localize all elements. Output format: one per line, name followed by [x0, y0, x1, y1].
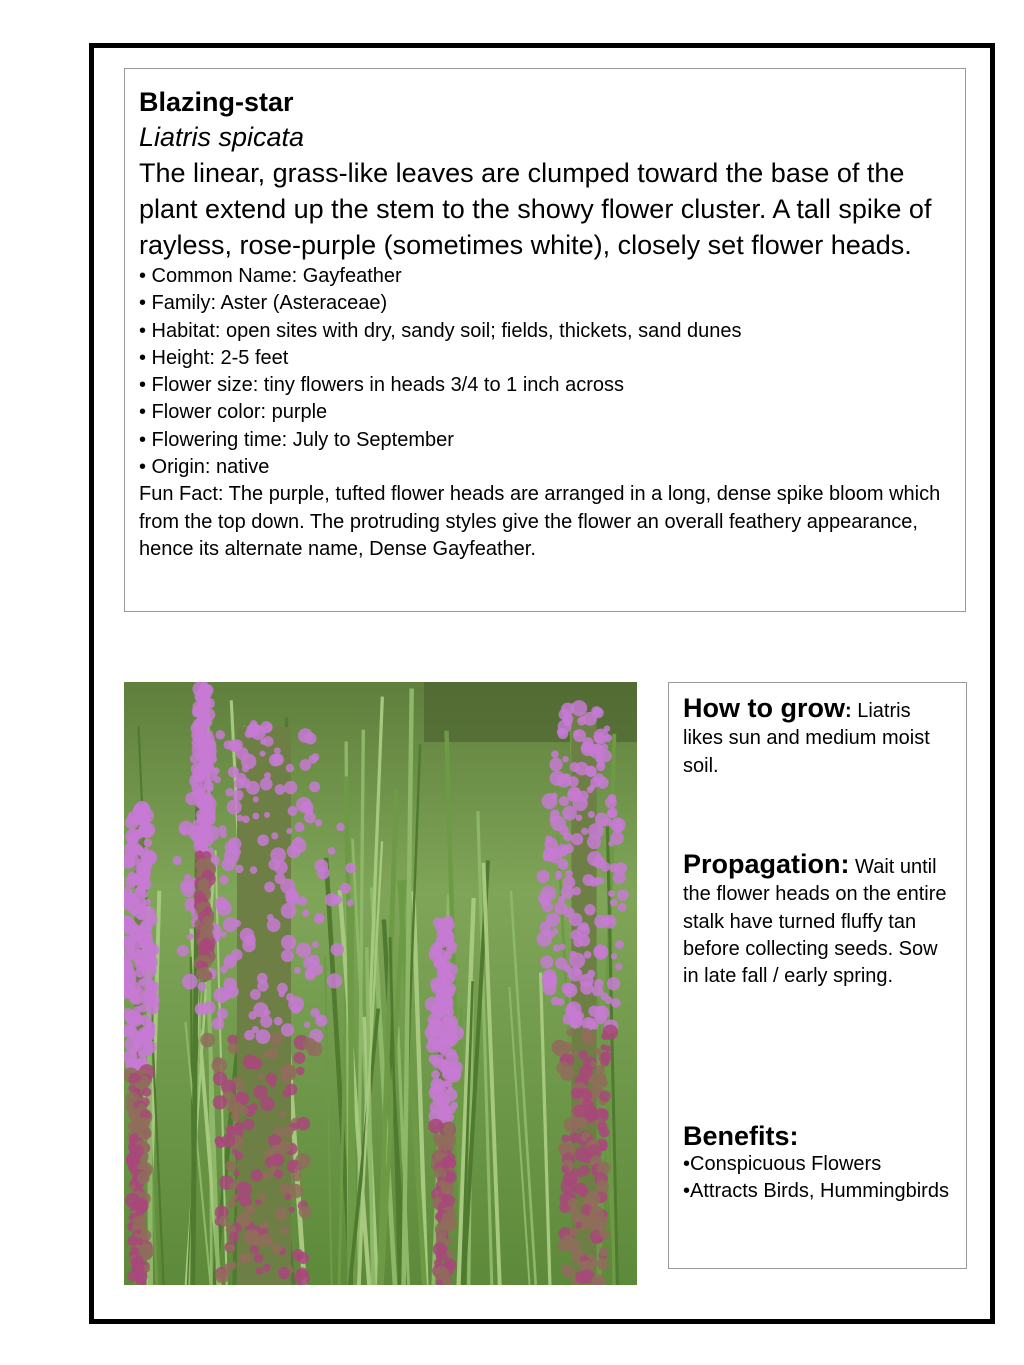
description-panel — [124, 68, 966, 612]
fact-habitat: • Habitat: open sites with dry, sandy soil; fields, thickets, sand dunes — [139, 319, 742, 342]
how-to-grow-text: Liatris likes sun and medium moist soil. — [683, 700, 930, 777]
propagation-text: Wait until the flower heads on the entire stalk have turned fluffy tan before collecting seeds. Sow in late fall / early spring. — [683, 856, 947, 988]
plant-description: The linear, grass-like leaves are clumped toward the base of the plant extend up the stem to the showy flower cluster. A tall spike of rayless, rose-purple (sometimes white), closely set flower heads. — [139, 158, 932, 260]
benefit-item: •Attracts Birds, Hummingbirds — [683, 1180, 949, 1203]
fact-flower-size: • Flower size: tiny flowers in heads 3/4 to 1 inch across — [139, 374, 624, 397]
how-to-grow-colon: : — [844, 700, 852, 722]
fact-common-name: • Common Name: Gayfeather — [139, 265, 402, 287]
fact-flower-color: • Flower color: purple — [139, 401, 328, 424]
fun-fact: Fun Fact: The purple, tufted flower heads are arranged in a long, dense spike bloom which from the top down. The protruding styles give the flower an overall feathery appearance, hence its alternate name, Dense Gayfeather. — [139, 483, 941, 560]
benefits-list — [683, 1151, 956, 1206]
plant-common-title: Blazing-star — [139, 87, 294, 117]
plant-scientific-name: Liatris spicata — [139, 122, 305, 152]
blazing-star-photo — [124, 682, 637, 1285]
benefits-heading: Benefits: — [683, 1121, 799, 1151]
growing-info-panel — [668, 682, 967, 1269]
fact-origin: • Origin: native — [139, 456, 270, 479]
how-to-grow-section — [683, 693, 952, 780]
propagation-heading: Propagation: — [683, 849, 850, 879]
fact-height: • Height: 2-5 feet — [139, 346, 289, 369]
how-to-grow-heading: How to grow — [683, 693, 845, 723]
fact-flowering-time: • Flowering time: July to September — [139, 428, 454, 451]
facts-list — [139, 263, 951, 481]
benefits-section — [683, 1121, 956, 1206]
fact-family: • Family: Aster (Asteraceae) — [139, 292, 388, 315]
propagation-section — [683, 849, 956, 990]
benefit-item: •Conspicuous Flowers — [683, 1153, 882, 1175]
